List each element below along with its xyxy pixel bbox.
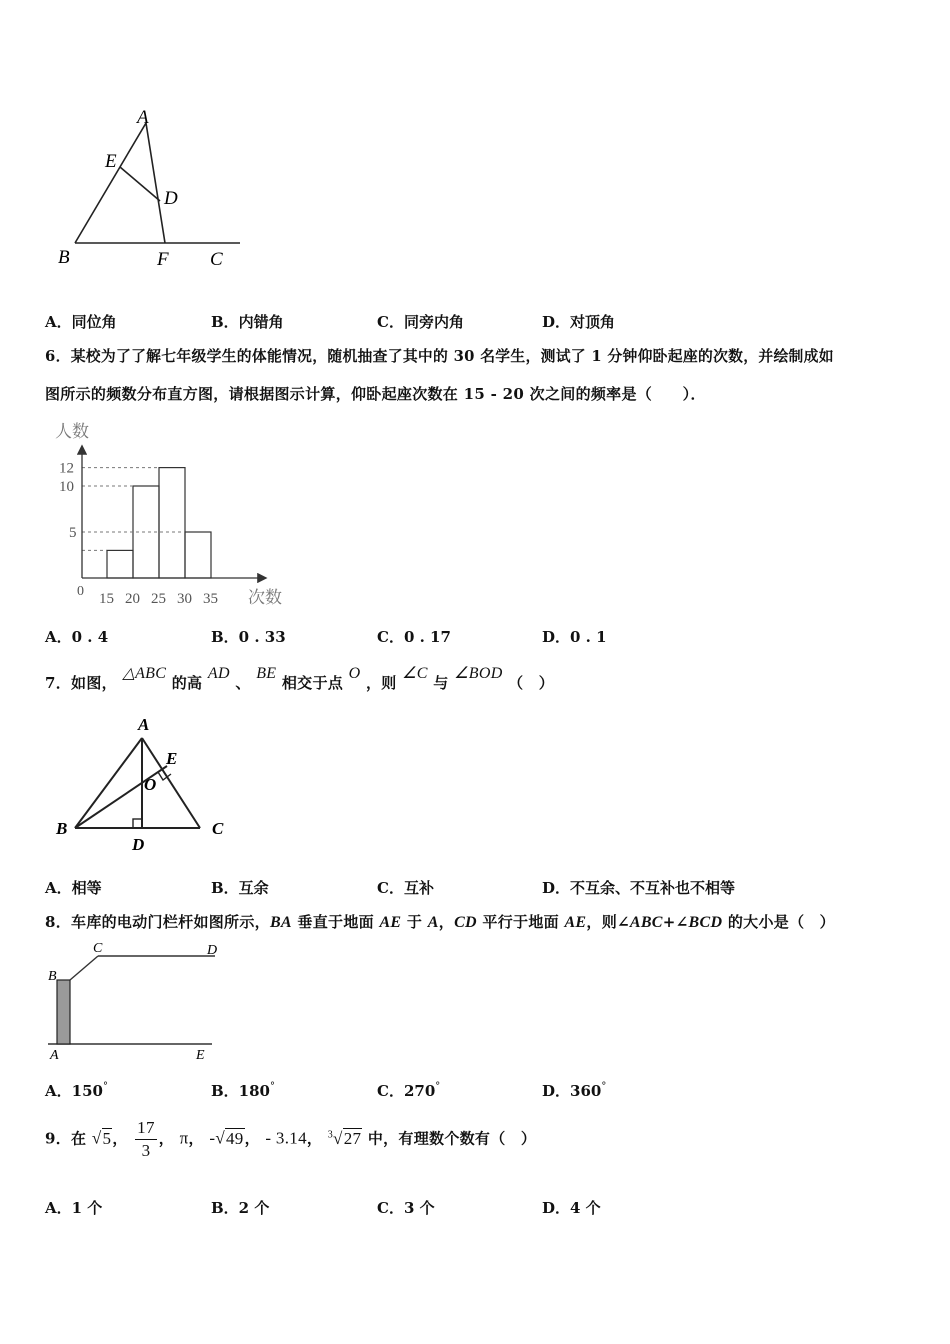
q7-option-a[interactable]: A．相等: [45, 879, 102, 897]
q8-option-d[interactable]: [542, 1080, 606, 1101]
right-angle-d: [133, 819, 142, 828]
q7-be: BE: [256, 665, 277, 682]
q8-option-a-label: A．150: [45, 1082, 103, 1100]
q7-text1: 的高: [171, 674, 203, 692]
q6-stem-line1: 6．某校为了了解七年级学生的体能情况，随机抽查了其中的 30 名学生，测试了 1 分钟仰卧起座的次数，并绘制成如: [45, 348, 834, 365]
q7-text4: 与: [433, 674, 449, 692]
q6-option-a[interactable]: A．0 . 4: [45, 628, 109, 646]
q8-gate-figure: [40, 938, 230, 1066]
q6-option-c[interactable]: C．0 . 17: [377, 628, 451, 646]
q8-ae-2: AE: [564, 914, 587, 931]
label-d: D: [132, 835, 145, 854]
label-a: A: [50, 1048, 59, 1063]
q7-angle-c: ∠C: [402, 665, 428, 682]
degree-symbol: °: [270, 1081, 275, 1092]
q8-text4: ，: [438, 913, 455, 931]
q7-o: O: [348, 665, 361, 682]
q5-option-d[interactable]: D．对顶角: [542, 313, 616, 331]
q8-text6: ，则∠: [586, 913, 630, 931]
q7-text5: （ ）: [508, 674, 555, 692]
hist-x-tick-25: 25: [151, 591, 166, 607]
label-b: B: [48, 969, 57, 984]
q7-ad: AD: [207, 665, 230, 682]
hist-y-tick-5: 5: [69, 525, 77, 541]
q8-a: A: [427, 914, 439, 931]
q8-text3: 于: [401, 913, 428, 931]
fraction-denominator: 3: [141, 1141, 151, 1161]
root-index: 3: [327, 1129, 334, 1140]
q8-text1: 8．车库的电动门栏杆如图所示，: [45, 913, 270, 931]
q9-stem: [45, 1112, 536, 1162]
line-ab: [75, 123, 146, 243]
q8-ae: AE: [379, 914, 402, 931]
q8-text2: 垂直于地面: [291, 913, 380, 931]
label-c: C: [210, 249, 223, 270]
hist-origin: 0: [77, 584, 84, 599]
fraction-numerator: 17: [135, 1117, 157, 1140]
degree-symbol: °: [435, 1081, 441, 1092]
q8-option-a[interactable]: [45, 1080, 108, 1101]
hist-bar-30-35: [185, 532, 211, 578]
pi: π: [179, 1128, 189, 1148]
hist-y-label: 人数: [55, 422, 89, 441]
hist-x-tick-35: 35: [203, 591, 218, 607]
q8-abc: ABC: [629, 914, 663, 931]
sqrt-5: √5: [91, 1128, 112, 1148]
q8-option-b-label: B．180: [211, 1082, 270, 1100]
q8-cd: CD: [454, 914, 477, 931]
label-e: E: [196, 1048, 205, 1063]
comma: ，: [112, 1129, 128, 1148]
bar-bc: [70, 956, 98, 980]
q8-text8: 的大小是（ ）: [722, 913, 835, 931]
q6-option-b[interactable]: B．0 . 33: [211, 628, 286, 646]
q7-text2: 相交于点: [281, 674, 344, 692]
hist-y-tick-10: 10: [59, 479, 74, 495]
q6-option-d[interactable]: D．0 . 1: [542, 628, 607, 646]
line-af: [146, 123, 165, 243]
q6-stem-line2: 图所示的频数分布直方图，请根据图示计算，仰卧起座次数在 15 - 20 次之间的频率是（ ）．: [45, 385, 706, 403]
label-f: F: [157, 249, 169, 270]
comma: ，: [158, 1129, 175, 1148]
q9-option-b[interactable]: B．2 个: [211, 1199, 270, 1217]
label-b: B: [58, 247, 70, 268]
label-o: O: [144, 775, 157, 794]
q8-option-c[interactable]: [377, 1080, 440, 1101]
hist-bar-25-30: [159, 468, 185, 578]
q8-stem: [45, 911, 835, 932]
side-ab: [75, 738, 142, 828]
q7-prefix: 7．如图，: [45, 674, 117, 692]
q9-option-d[interactable]: D．4 个: [542, 1199, 601, 1217]
post-ba: [57, 980, 70, 1044]
q7-triangle-figure: [50, 710, 240, 860]
hist-x-tick-15: 15: [99, 591, 114, 607]
q5-option-a[interactable]: A．同位角: [45, 313, 117, 331]
label-e: E: [166, 749, 178, 768]
q8-option-c-label: C．270: [377, 1082, 436, 1100]
q7-angle-bod: ∠BOD: [454, 665, 503, 682]
q7-text3: ，则: [366, 674, 397, 692]
comma: ，: [306, 1129, 323, 1148]
q5-triangle-figure: [50, 105, 250, 275]
hist-x-tick-20: 20: [125, 591, 140, 607]
q7-triangle-abc: △ABC: [122, 665, 167, 682]
comma: ，: [244, 1129, 260, 1148]
q5-option-b[interactable]: B．内错角: [211, 313, 284, 331]
degree-symbol: °: [601, 1081, 607, 1092]
q8-bcd: BCD: [688, 914, 723, 931]
minus-sign: -: [209, 1128, 216, 1148]
label-a: A: [137, 107, 149, 128]
q9-suffix: 中，有理数个数有（ ）: [367, 1129, 537, 1148]
label-c: C: [93, 941, 103, 956]
neg-3-14: - 3.14: [265, 1128, 307, 1148]
q8-option-d-label: D．360: [542, 1082, 602, 1100]
label-b: B: [56, 819, 68, 838]
q8-text5: 平行于地面: [476, 913, 565, 931]
q7-stem: [45, 665, 555, 693]
q7-option-d[interactable]: D．不互余、不互补也不相等: [542, 879, 736, 897]
q8-option-b[interactable]: [211, 1080, 275, 1101]
q5-option-c[interactable]: C．同旁内角: [377, 313, 464, 331]
label-a: A: [138, 715, 150, 734]
sqrt-49-radicand: 49: [225, 1128, 244, 1148]
label-d: D: [207, 943, 218, 958]
q7-option-b[interactable]: B．互余: [211, 879, 269, 897]
sqrt-5-radicand: 5: [102, 1128, 112, 1148]
q9-prefix: 9．在: [45, 1129, 87, 1148]
q8-text7: +∠: [662, 913, 689, 931]
q8-ba: BA: [269, 914, 292, 931]
q6-histogram: [45, 415, 305, 615]
label-e: E: [105, 151, 117, 172]
label-d: D: [164, 188, 178, 209]
q7-sep: 、: [235, 674, 251, 692]
hist-x-tick-30: 30: [177, 591, 192, 607]
hist-x-label: 次数: [248, 588, 282, 607]
q9-option-c[interactable]: C．3 个: [377, 1199, 435, 1217]
degree-symbol: °: [102, 1081, 108, 1092]
hist-bar-15-20: [107, 550, 133, 578]
sqrt-49: √49: [215, 1128, 244, 1148]
hist-y-tick-12: 12: [59, 460, 74, 477]
comma: ，: [188, 1129, 204, 1148]
fraction-17-3: [135, 1117, 157, 1162]
q7-option-c[interactable]: C．互补: [377, 879, 434, 897]
label-c: C: [212, 819, 224, 838]
cube-root-27: $^3$√27: [327, 1128, 362, 1148]
q9-option-a[interactable]: A．1 个: [45, 1199, 103, 1217]
cube-root-radicand: 27: [343, 1128, 362, 1148]
